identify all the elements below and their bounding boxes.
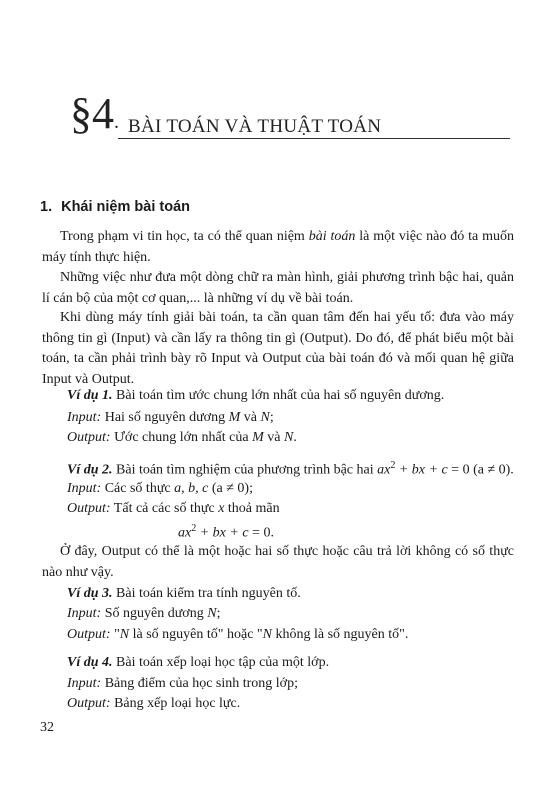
example-4-input: Input: Bảng điểm của học sinh trong lớp;	[67, 676, 298, 691]
example-1-output: Output: Ước chung lớn nhất của M và N.	[67, 430, 297, 445]
paragraph-2: Những việc như đưa một dòng chữ ra màn hình, giải phương trình bậc hai, quản lí cán bộ của một cơ quan,... là những ví dụ về bài toán.	[42, 270, 514, 306]
chapter-heading	[70, 90, 510, 140]
example-1-input: Input: Hai số nguyên dương M và N;	[67, 410, 274, 425]
paragraph-1: Trong phạm vi tin học, ta có thể quan niệm bài toán là một việc nào đó ta muốn máy tính thực hiện.	[42, 229, 514, 265]
chapter-number: §4.	[70, 89, 119, 138]
example-3-input: Input: Số nguyên dương N;	[67, 606, 221, 621]
paragraph-4: Ở đây, Output có thể là một hoặc hai số thực hoặc câu trả lời không có số thực nào như vậy.	[42, 544, 514, 580]
section-number: 1.	[40, 199, 53, 215]
example-2-title: Ví dụ 2. Bài toán tìm nghiệm của phương trình bậc hai $ax^2$ + bx + c = 0 (a ≠ 0).	[67, 460, 514, 478]
example-4-title: Ví dụ 4. Bài toán xếp loại học tập của một lớp.	[67, 655, 330, 670]
section-heading	[40, 199, 190, 215]
example-2-output: Output: Tất cả các số thực x thoả mãn	[67, 501, 280, 516]
chapter-title: BÀI TOÁN VÀ THUẬT TOÁN	[128, 116, 382, 137]
paragraph-3: Khi dùng máy tính giải bài toán, ta cần quan tâm đến hai yếu tố: đưa vào máy thông tin gì (Input) và cần lấy ra thông tin gì (Output). Do đó, để phát biểu một bài toán, ta cần phải trình bày rõ Input và Output của bài toán đó và mối quan hệ giữa Input và Output.	[42, 310, 514, 387]
example-3-output: Output: "N là số nguyên tố" hoặc "N không là số nguyên tố".	[67, 627, 409, 642]
example-2-formula: $ax^2$ + bx + c = 0.	[178, 523, 274, 541]
example-4-output: Output: Bảng xếp loại học lực.	[67, 696, 241, 711]
section-title: Khái niệm bài toán	[61, 199, 191, 215]
example-1-title: Ví dụ 1. Bài toán tìm ước chung lớn nhất của hai số nguyên dương.	[67, 388, 445, 403]
example-3-title: Ví dụ 3. Bài toán kiểm tra tính nguyên tố.	[67, 586, 301, 601]
example-2-input: Input: Các số thực a, b, c (a ≠ 0);	[67, 481, 253, 496]
page-number: 32	[40, 720, 54, 735]
chapter-underline	[118, 138, 510, 139]
